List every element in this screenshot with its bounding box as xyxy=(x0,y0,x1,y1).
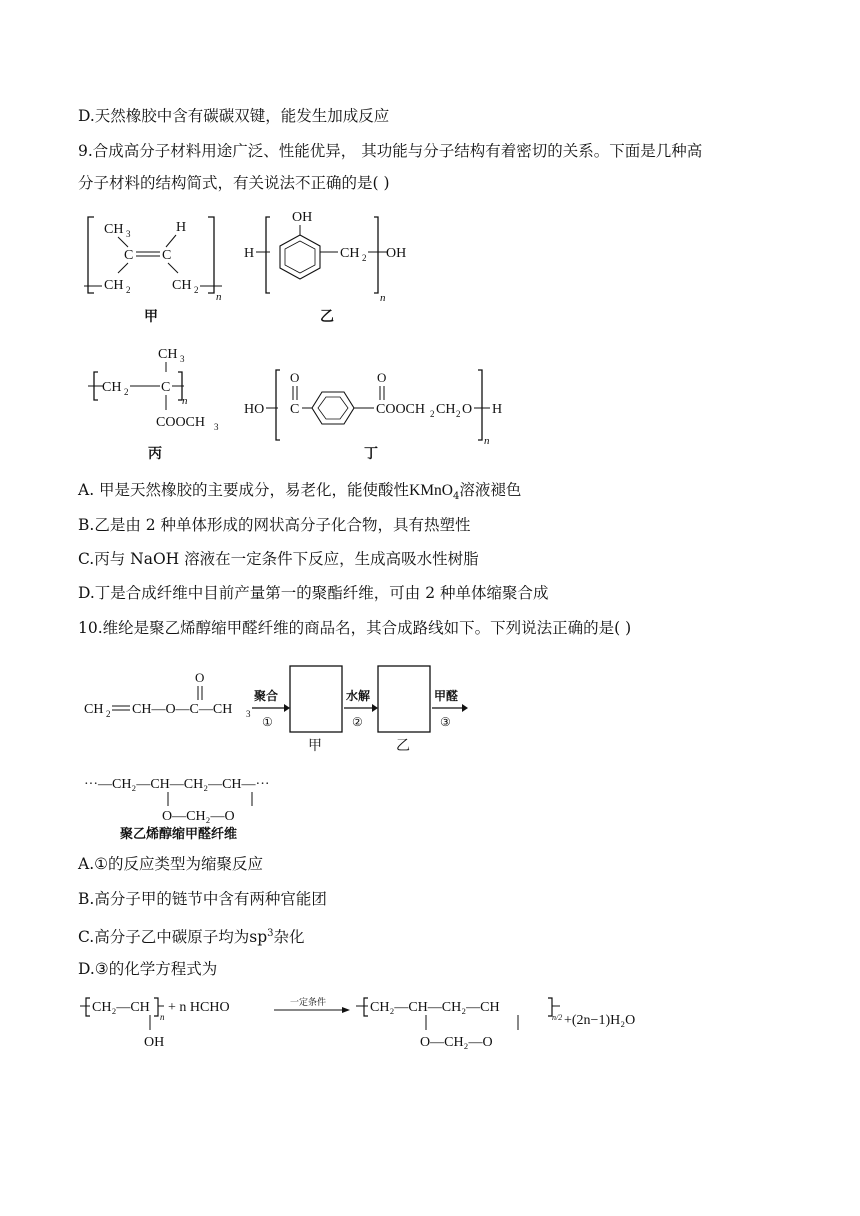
svg-text:2: 2 xyxy=(124,387,129,397)
jia-h: H xyxy=(176,220,187,235)
route-monomer-b: CH—O—C—CH xyxy=(132,702,233,717)
eq-product-ring: O—CH₂—O xyxy=(420,1035,493,1050)
q8-option-d: D.天然橡胶中含有碳碳双键，能发生加成反应 xyxy=(78,107,390,125)
yi-ch2: CH xyxy=(340,246,360,261)
synthesis-route xyxy=(80,660,480,760)
vinylon-name: 聚乙烯醇缩甲醛纤维 xyxy=(120,827,238,842)
bing-label: 丙 xyxy=(148,446,162,462)
q10-option-a: A.①的反应类型为缩聚反应 xyxy=(78,855,264,873)
jia-c1: C xyxy=(124,248,134,263)
ding-h: H xyxy=(492,402,503,417)
q9-stem-line-1: 9.合成高分子材料用途广泛、性能优异， 其功能与分子结构有着密切的关系。下面是几种高 xyxy=(78,142,703,160)
eq-reactant-oh: OH xyxy=(144,1035,165,1050)
structure-yi xyxy=(240,205,440,325)
route-step1-label: 聚合 xyxy=(254,689,279,703)
svg-text:CH: CH xyxy=(436,402,456,417)
svg-text:3: 3 xyxy=(126,229,131,239)
svg-text:②: ② xyxy=(352,715,363,729)
svg-text:2: 2 xyxy=(430,409,435,419)
q9-option-b: B.乙是由 2 种单体形成的网状高分子化合物，具有热塑性 xyxy=(78,516,471,534)
svg-text:n: n xyxy=(160,1012,165,1022)
q10-option-c: C.高分子乙中碳原子均为$sp^3$杂化 xyxy=(78,928,305,947)
route-box-jia xyxy=(290,666,342,732)
vinylon-structure xyxy=(80,770,320,845)
q9-option-d: D.丁是合成纤维中目前产量第一的聚酯纤维，可由 2 种单体缩聚合成 xyxy=(78,584,549,602)
jia-ch2-left: CH xyxy=(104,278,124,293)
bing-c: C xyxy=(161,380,171,395)
svg-text:2: 2 xyxy=(126,285,131,295)
structure-jia xyxy=(80,205,240,325)
svg-text:2: 2 xyxy=(456,409,461,419)
bing-cooch3: COOCH xyxy=(156,415,206,430)
eq-reagent: + n HCHO xyxy=(168,1000,230,1015)
route-box-yi-label: 乙 xyxy=(396,738,410,754)
q10-stem: 10.维纶是聚乙烯醇缩甲醛纤维的商品名，其合成路线如下。下列说法正确的是( ) xyxy=(78,619,632,637)
svg-text:2: 2 xyxy=(194,285,199,295)
yi-label: 乙 xyxy=(320,309,334,325)
structure-ding xyxy=(240,340,510,465)
svg-text:3: 3 xyxy=(214,422,219,432)
svg-text:①: ① xyxy=(262,715,273,729)
svg-text:n/2: n/2 xyxy=(552,1013,563,1022)
svg-text:2: 2 xyxy=(106,709,111,719)
eq-reactant-chain: CH₂—CH xyxy=(92,1000,150,1015)
route-box-yi xyxy=(378,666,430,732)
svg-text:n: n xyxy=(216,291,222,303)
equation-d xyxy=(78,990,678,1060)
route-monomer-a: CH xyxy=(84,702,104,717)
yi-h-left: H xyxy=(244,246,255,261)
ding-o2: O xyxy=(377,370,387,385)
route-box-jia-label: 甲 xyxy=(308,738,322,754)
yi-oh-top: OH xyxy=(292,210,313,225)
jia-label: 甲 xyxy=(144,309,158,325)
eq-product-chain: CH₂—CH—CH₂—CH xyxy=(370,1000,500,1015)
q9-option-a: A. 甲是天然橡胶的主要成分，易老化，能使酸性KMnO$_4$溶液褪色 xyxy=(78,481,522,503)
svg-text:③: ③ xyxy=(440,715,451,729)
route-step3-label: 甲醛 xyxy=(434,689,459,703)
q9-stem-line-2: 分子材料的结构简式，有关说法不正确的是( ) xyxy=(78,174,390,192)
structure-bing xyxy=(80,340,240,465)
yi-oh-right: OH xyxy=(386,246,407,261)
eq-condition: 一定条件 xyxy=(290,998,327,1008)
bing-ch3: CH xyxy=(158,347,178,362)
svg-text:3: 3 xyxy=(246,709,251,719)
jia-ch2-right: CH xyxy=(172,278,192,293)
ding-ho: HO xyxy=(244,402,265,417)
svg-text:n: n xyxy=(182,395,188,407)
vinylon-ring: O—CH₂—O xyxy=(162,809,235,824)
ding-c: C xyxy=(290,402,300,417)
route-step2-label: 水解 xyxy=(346,689,371,703)
route-carbonyl-o: O xyxy=(195,670,205,685)
jia-c2: C xyxy=(162,248,172,263)
q10-option-b: B.高分子甲的链节中含有两种官能团 xyxy=(78,890,327,908)
ding-label: 丁 xyxy=(364,446,378,462)
svg-text:2: 2 xyxy=(362,253,367,263)
ding-o1: O xyxy=(290,370,300,385)
bing-ch2: CH xyxy=(102,380,122,395)
ding-ester: COOCH xyxy=(376,402,426,417)
vinylon-chain: ···—CH₂—CH—CH₂—CH—··· xyxy=(84,777,270,792)
q10-option-d: D.③的化学方程式为 xyxy=(78,960,218,978)
svg-text:n: n xyxy=(484,435,490,447)
eq-byproduct: +(2n−1)H₂O xyxy=(564,1013,636,1028)
q9-option-c: C.丙与 NaOH 溶液在一定条件下反应，生成高吸水性树脂 xyxy=(78,550,479,568)
jia-ch3: CH xyxy=(104,222,124,237)
svg-text:n: n xyxy=(380,292,386,304)
svg-text:O: O xyxy=(462,402,473,417)
svg-text:3: 3 xyxy=(180,354,185,364)
